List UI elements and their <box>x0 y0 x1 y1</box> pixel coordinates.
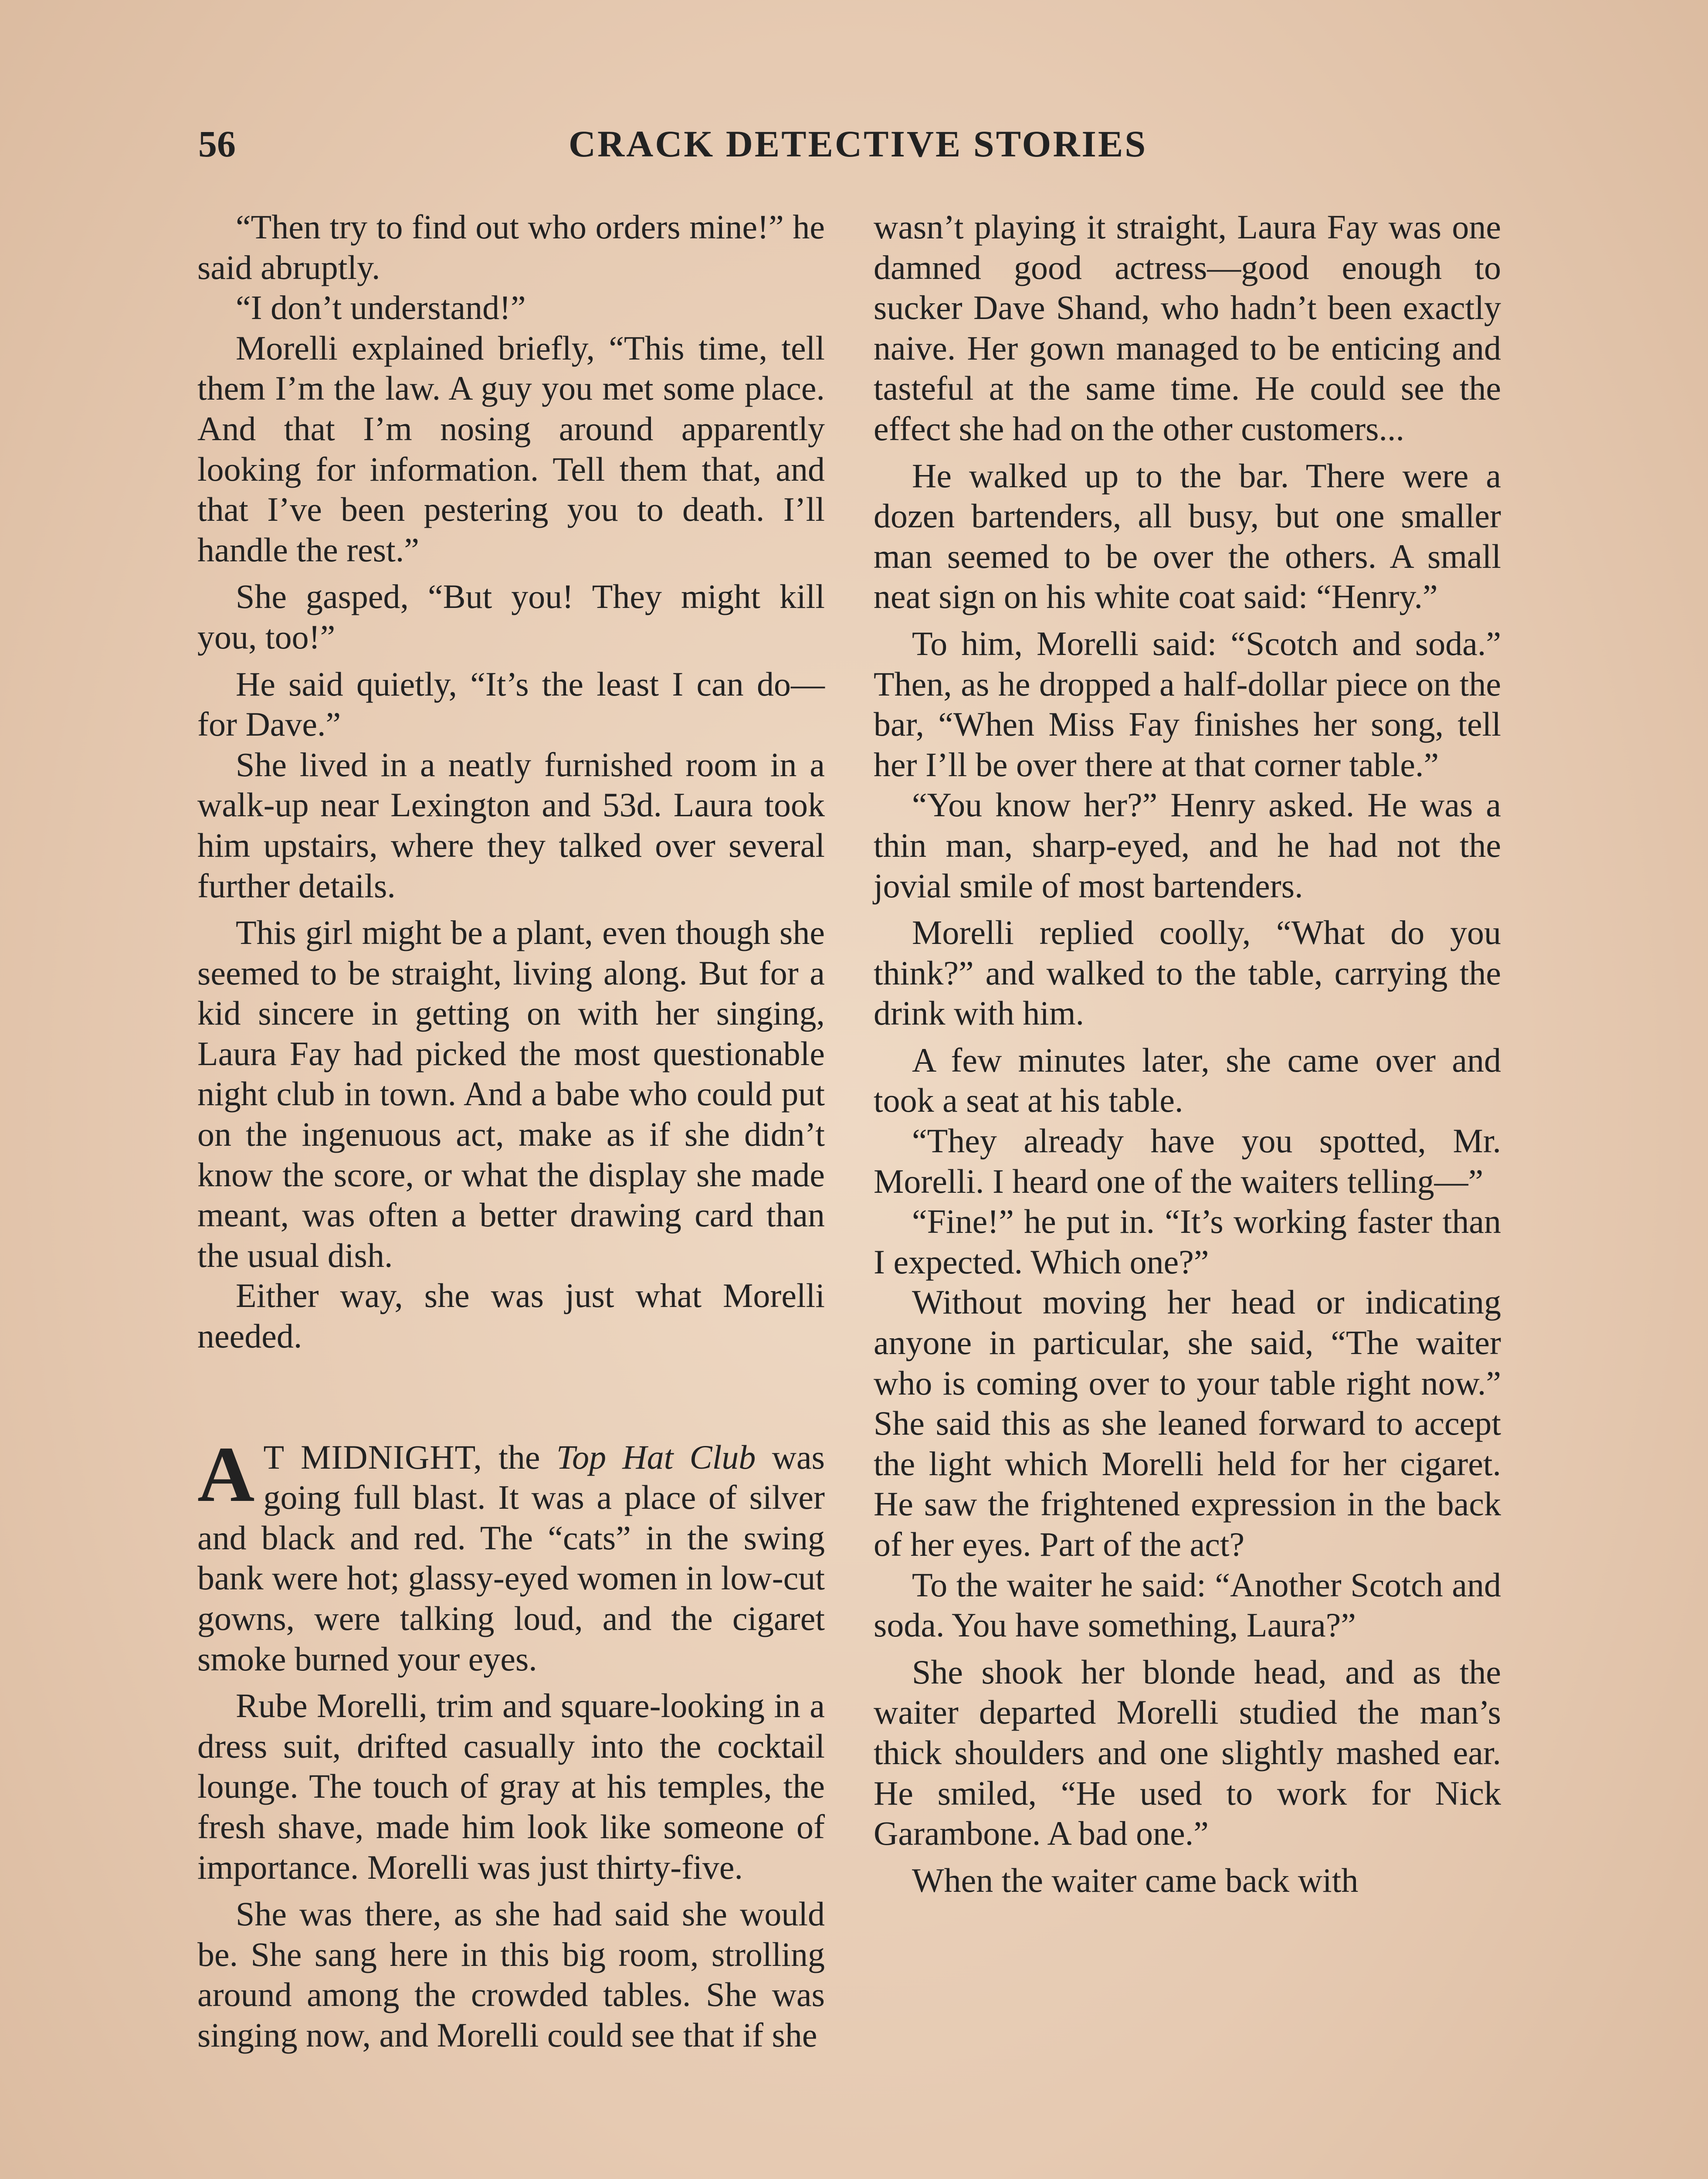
paragraph-text: the <box>482 1438 556 1476</box>
paragraph: Without moving her head or indicating anyone in particular, she said, “The waiter who is coming over to your table right now.” She said this as she leaned forward to accept the light which Morelli held for her cigaret. He saw the frightened expression in the back of her eyes. Part of the act? <box>874 1283 1501 1563</box>
paragraph: She shook her blonde head, and as the waiter departed Morelli studied the man’s thick shoulders and one slightly mashed ear. He smiled, “He used to work for Nick Garambone. A bad one.” <box>874 1653 1501 1853</box>
paragraph: Rube Morelli, trim and square-looking in a dress suit, drifted casually into the cocktail lounge. The touch of gray at his temples, the fresh shave, made him look like someone of importance. Morelli was just thirty-five. <box>197 1687 825 1886</box>
paragraph: He walked up to the bar. There were a dozen bartenders, all busy, but one smaller man seemed to be over the others. A small neat sign on his white coat said: “Henry.” <box>874 456 1501 616</box>
right-column <box>874 207 1501 1901</box>
paragraph: She was there, as she had said she would be. She sang here in this big room, strolling around among the crowded tables. She was singing now, and Morelli could see that if she <box>197 1895 825 2054</box>
paragraph: He said quietly, “It’s the least I can do—for Dave.” <box>197 665 825 743</box>
club-name: Top Hat Club <box>556 1438 756 1476</box>
left-column <box>197 207 825 2056</box>
paragraph: wasn’t playing it straight, Laura Fay was one damned good actress—good enough to sucker Dave Shand, who hadn’t been exactly naive. Her gown managed to be enticing and tasteful at the same time. He could see the effect she had on the other customers... <box>874 208 1501 448</box>
paragraph: “You know her?” Henry asked. He was a thin man, sharp-eyed, and he had not the jovial smile of most bartenders. <box>874 786 1501 905</box>
paragraph-text: was going full blast. It was a place of silver and black and red. The “cats” in the swing bank were hot; glassy-eyed women in low-cut gowns, were talking loud, and the cigaret smoke burned your eyes. <box>197 1438 825 1678</box>
section-lead-in: T MIDNIGHT, <box>263 1438 482 1476</box>
paragraph: This girl might be a plant, even though she seemed to be straight, living along. But for a kid sincere in getting on with her singing, Laura Fay had picked the most questionable night club in town. And a babe who could put on the ingenuous act, make as if she didn’t know the score, or what the display she made meant, was often a better drawing card than the usual dish. <box>197 913 825 1274</box>
drop-cap: A <box>197 1430 255 1518</box>
paragraph: “Then try to find out who orders mine!” he said abruptly. <box>197 208 825 286</box>
paragraph: A few minutes later, she came over and took a seat at his table. <box>874 1041 1501 1120</box>
paragraph: To him, Morelli said: “Scotch and soda.” Then, as he dropped a half-dollar piece on the bar, “When Miss Fay finishes her song, tell her I’ll be over there at that corner table.” <box>874 624 1501 784</box>
section-opening-paragraph <box>197 1430 825 1680</box>
paragraph: To the waiter he said: “Another Scotch and soda. You have something, Laura?” <box>874 1565 1501 1644</box>
paragraph: “Fine!” he put in. “It’s working faster than I expected. Which one?” <box>874 1202 1501 1281</box>
paragraph: “They already have you spotted, Mr. Morelli. I heard one of the waiters telling—” <box>874 1122 1501 1200</box>
paragraph: Morelli explained briefly, “This time, tell them I’m the law. A guy you met some place. And that I’m nosing around apparently looking for information. Tell them that, and that I’ve been pestering you to death. I’ll handle the rest.” <box>197 329 825 569</box>
paragraph: She lived in a neatly furnished room in a walk-up near Lexington and 53d. Laura took him upstairs, where they talked over several further details. <box>197 745 825 905</box>
paragraph: When the waiter came back with <box>912 1861 1359 1899</box>
paragraph: Either way, she was just what Morelli needed. <box>197 1276 825 1355</box>
paragraph: “I don’t understand!” <box>236 288 526 327</box>
page-number: 56 <box>198 123 236 165</box>
paragraph: She gasped, “But you! They might kill you, too!” <box>197 577 825 656</box>
magazine-title: CRACK DETECTIVE STORIES <box>569 123 1148 165</box>
paragraph: Morelli replied coolly, “What do you think?” and walked to the table, carrying the drink with him. <box>874 913 1501 1032</box>
